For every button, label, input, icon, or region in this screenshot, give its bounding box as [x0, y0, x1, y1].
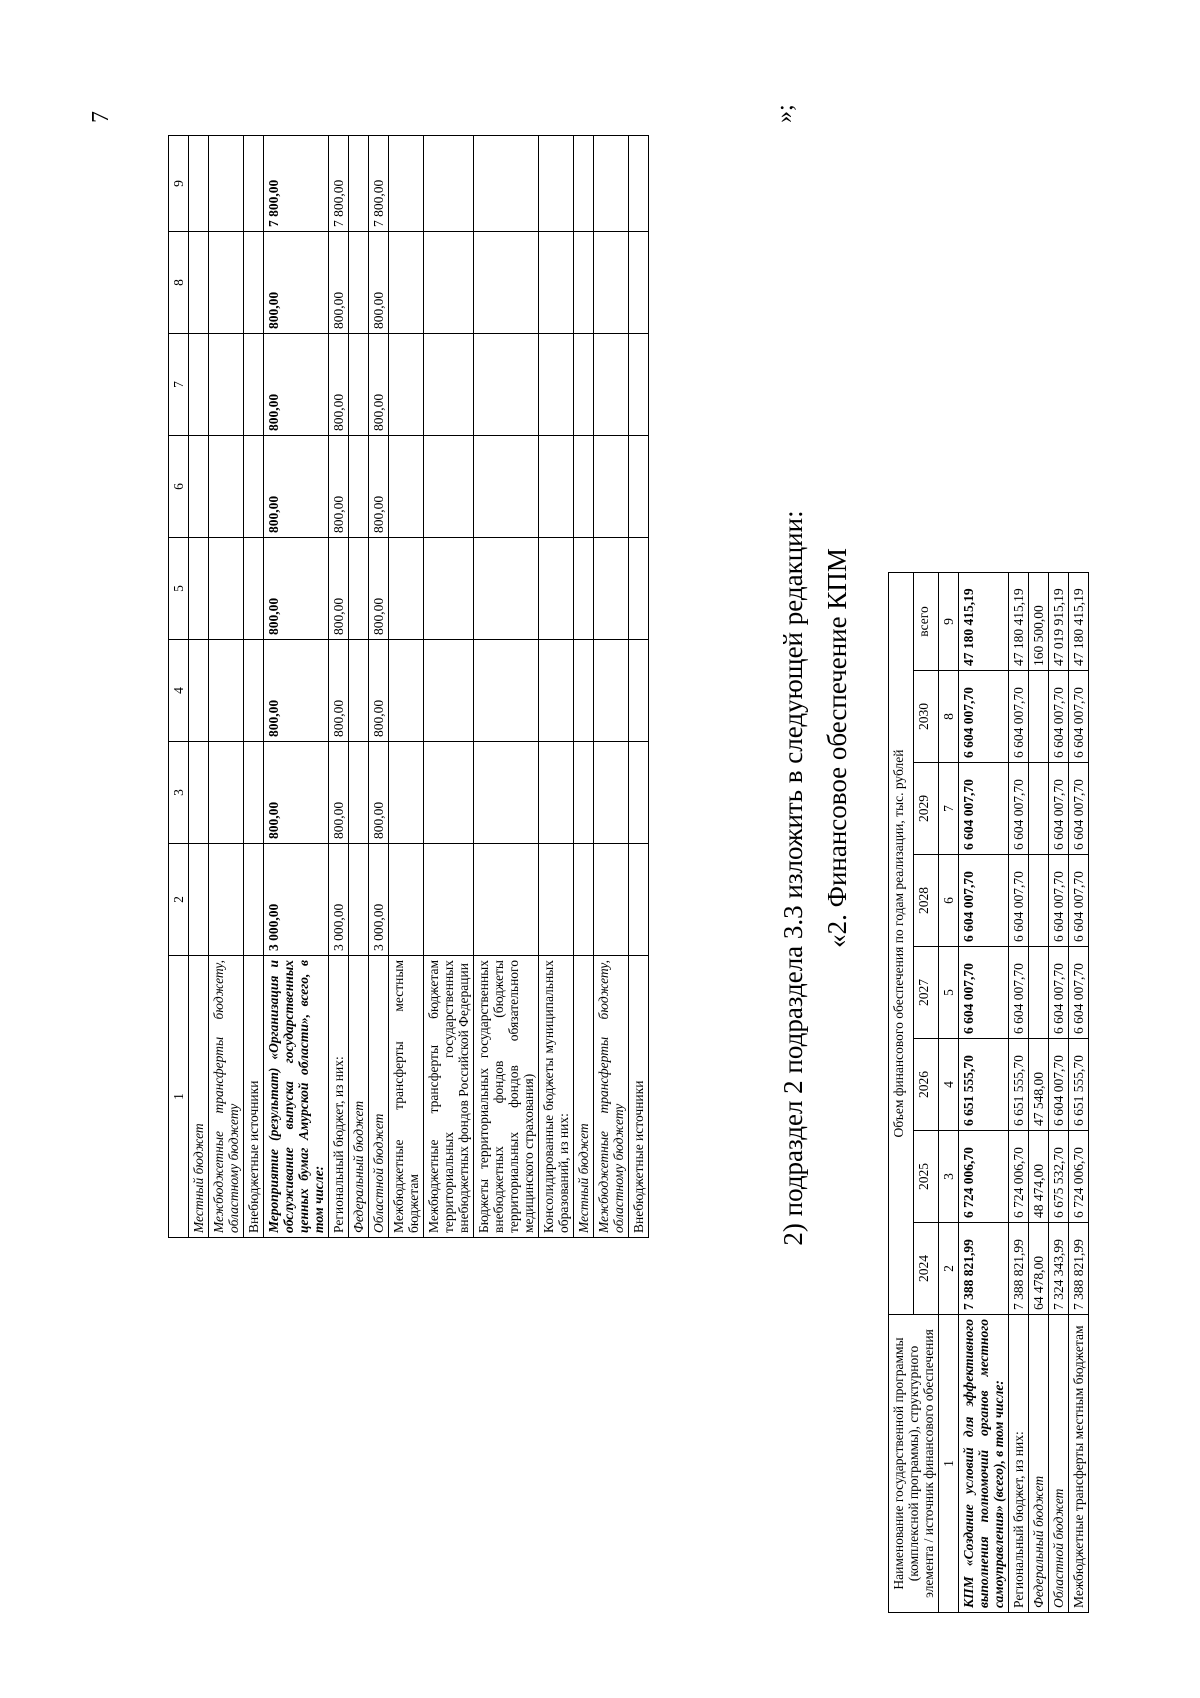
column-number: 4: [169, 640, 189, 742]
row-value: [424, 844, 474, 956]
row-value: 6 651 555,70: [1069, 1039, 1089, 1131]
column-number: 2: [939, 1223, 959, 1315]
row-value: [594, 436, 629, 538]
row-value: [474, 334, 539, 436]
row-value: 3 000,00: [369, 844, 389, 956]
column-number: 4: [939, 1039, 959, 1131]
table-header-row: [889, 572, 914, 1612]
row-value: 7 800,00: [369, 136, 389, 232]
col1-header: Наименование государственной программы (комплексной программы), структурного элемента / источник финансового обеспечения: [889, 1315, 939, 1613]
row-value: [574, 538, 594, 640]
row-value: 800,00: [369, 742, 389, 844]
row-value: 800,00: [264, 334, 329, 436]
row-value: [189, 640, 209, 742]
row-value: [209, 232, 244, 334]
row-value: [189, 232, 209, 334]
row-value: [349, 436, 369, 538]
table-row: [1069, 572, 1089, 1612]
row-value: 6 604 007,70: [1009, 855, 1029, 947]
row-value: [594, 742, 629, 844]
year-header: 2026: [914, 1039, 939, 1131]
row-value: [474, 538, 539, 640]
row-value: [244, 334, 264, 436]
column-number: 9: [169, 136, 189, 232]
table-row: [189, 136, 209, 1238]
table-row: [369, 136, 389, 1238]
row-value: [594, 232, 629, 334]
row-value: 800,00: [264, 436, 329, 538]
row-label: Внебюджетные источники: [629, 956, 649, 1238]
row-value: [594, 334, 629, 436]
row-value: 6 675 532,70: [1049, 1131, 1069, 1223]
column-number: 5: [169, 538, 189, 640]
row-value: 6 604 007,70: [1049, 855, 1069, 947]
row-value: [474, 136, 539, 232]
row-value: [574, 232, 594, 334]
row-label: Межбюджетные трансферты местным бюджетам: [1069, 1315, 1089, 1613]
row-value: 47 180 415,19: [1069, 572, 1089, 670]
row-label: Консолидированные бюджеты муниципальных образований, из них:: [539, 956, 574, 1238]
row-value: 6 651 555,70: [959, 1039, 1009, 1131]
row-value: [209, 538, 244, 640]
row-value: 6 604 007,70: [1049, 763, 1069, 855]
row-label: Межбюджетные трансферты бюджету, областному бюджету: [594, 956, 629, 1238]
row-label: Внебюджетные источники: [244, 956, 264, 1238]
column-number: 8: [169, 232, 189, 334]
row-value: [189, 538, 209, 640]
row-value: [539, 844, 574, 956]
row-label: Местный бюджет: [574, 956, 594, 1238]
row-value: 6 604 007,70: [959, 671, 1009, 763]
row-value: [209, 844, 244, 956]
row-value: 800,00: [369, 538, 389, 640]
row-value: [629, 844, 649, 956]
row-value: 800,00: [369, 640, 389, 742]
row-value: 6 724 006,70: [959, 1131, 1009, 1223]
row-value: 800,00: [329, 538, 349, 640]
row-label: Областной бюджет: [1049, 1315, 1069, 1613]
row-value: [1029, 763, 1049, 855]
row-value: [349, 742, 369, 844]
table-row: [349, 136, 369, 1238]
row-value: 800,00: [264, 640, 329, 742]
row-value: [209, 640, 244, 742]
column-number: 7: [169, 334, 189, 436]
row-label: Межбюджетные трансферты местным бюджетам: [389, 956, 424, 1238]
table-row: [629, 136, 649, 1238]
row-value: 6 604 007,70: [1069, 671, 1089, 763]
row-value: 800,00: [264, 742, 329, 844]
row-value: [474, 742, 539, 844]
row-value: 800,00: [329, 232, 349, 334]
row-label: Федеральный бюджет: [1029, 1315, 1049, 1613]
row-label: Федеральный бюджет: [349, 956, 369, 1238]
row-value: [594, 640, 629, 742]
row-value: 800,00: [329, 436, 349, 538]
row-label: Межбюджетные трансферты бюджетам территориальных государственных внебюджетных фондов Российской Федерации: [424, 956, 474, 1238]
year-header: 2030: [914, 671, 939, 763]
table-row: [329, 136, 349, 1238]
row-value: [349, 640, 369, 742]
row-value: [474, 640, 539, 742]
closing-mark: »;: [772, 104, 798, 123]
row-value: [424, 232, 474, 334]
row-value: 6 724 006,70: [1069, 1131, 1089, 1223]
row-value: [574, 640, 594, 742]
row-value: [349, 334, 369, 436]
amendment-instruction: 2) подраздел 2 подраздела 3.3 изложить в следующей редакции:: [778, 510, 808, 1246]
row-value: [424, 742, 474, 844]
row-label: Бюджеты территориальных государственных внебюджетных фондов (бюджеты территориальных фондов обязательного медицинского страхования): [474, 956, 539, 1238]
row-value: [594, 538, 629, 640]
table-row: [244, 136, 264, 1238]
table-row: [574, 136, 594, 1238]
row-value: [349, 136, 369, 232]
row-value: [539, 742, 574, 844]
row-value: 800,00: [369, 232, 389, 334]
row-value: [574, 742, 594, 844]
row-value: [189, 136, 209, 232]
row-value: [244, 640, 264, 742]
row-value: [244, 538, 264, 640]
row-value: 7 388 821,99: [1009, 1223, 1029, 1315]
table-row: [594, 136, 629, 1238]
column-number: 3: [169, 742, 189, 844]
row-value: [539, 436, 574, 538]
row-value: [1029, 671, 1049, 763]
row-label: Мероприятие (результат) «Организация и обслуживание выпуска государственных ценных бумаг Амурской области», всего, в том числе:: [264, 956, 329, 1238]
table-row: [424, 136, 474, 1238]
column-numbers-row: [939, 572, 959, 1612]
row-value: 47 180 415,19: [1009, 572, 1029, 670]
row-value: [424, 538, 474, 640]
row-value: 6 604 007,70: [1069, 947, 1089, 1039]
row-value: [539, 232, 574, 334]
row-value: [629, 640, 649, 742]
column-number: 6: [169, 436, 189, 538]
column-number: 3: [939, 1131, 959, 1223]
row-value: [389, 136, 424, 232]
page-number: 7: [88, 111, 114, 123]
table-row: [264, 136, 329, 1238]
row-label: Межбюджетные трансферты бюджету, областному бюджету: [209, 956, 244, 1238]
row-value: [244, 136, 264, 232]
row-value: [189, 742, 209, 844]
row-value: 47 180 415,19: [959, 572, 1009, 670]
row-value: [574, 334, 594, 436]
row-value: 6 604 007,70: [959, 855, 1009, 947]
row-value: 800,00: [329, 640, 349, 742]
row-value: [209, 742, 244, 844]
table-row: [389, 136, 424, 1238]
row-value: [189, 844, 209, 956]
row-value: [539, 640, 574, 742]
column-number: 5: [939, 947, 959, 1039]
row-value: [244, 742, 264, 844]
row-value: [629, 436, 649, 538]
table-row: [539, 136, 574, 1238]
table-header-row: [169, 136, 189, 1238]
row-value: [594, 136, 629, 232]
row-value: [244, 436, 264, 538]
column-number: 1: [939, 1315, 959, 1613]
row-value: [244, 844, 264, 956]
row-value: [349, 232, 369, 334]
row-value: [389, 640, 424, 742]
kpm-funding-table: [888, 572, 1089, 1613]
row-value: [349, 538, 369, 640]
row-value: [539, 334, 574, 436]
row-value: [1029, 855, 1049, 947]
year-header: всего: [914, 572, 939, 670]
column-number: 6: [939, 855, 959, 947]
row-value: 800,00: [369, 334, 389, 436]
year-header: 2025: [914, 1131, 939, 1223]
row-value: [574, 136, 594, 232]
row-value: [474, 436, 539, 538]
row-value: [629, 136, 649, 232]
table-row: [1049, 572, 1069, 1612]
row-value: 48 474,00: [1029, 1131, 1049, 1223]
row-value: 6 651 555,70: [1009, 1039, 1029, 1131]
row-value: 6 604 007,70: [1049, 1039, 1069, 1131]
row-label: Местный бюджет: [189, 956, 209, 1238]
row-value: 6 604 007,70: [1009, 947, 1029, 1039]
row-value: 7 388 821,99: [1069, 1223, 1089, 1315]
column-number: 1: [169, 956, 189, 1238]
row-value: [189, 334, 209, 436]
table-row: [209, 136, 244, 1238]
row-value: [574, 844, 594, 956]
year-header: 2024: [914, 1223, 939, 1315]
row-label: Региональный бюджет, из них:: [1009, 1315, 1029, 1613]
row-value: 3 000,00: [264, 844, 329, 956]
row-value: [389, 232, 424, 334]
row-value: 6 604 007,70: [959, 763, 1009, 855]
row-value: 6 604 007,70: [959, 947, 1009, 1039]
row-value: [629, 232, 649, 334]
table-row: [1009, 572, 1029, 1612]
row-value: 160 500,00: [1029, 572, 1049, 670]
funding-table-continued: [168, 135, 649, 1238]
row-value: [1029, 947, 1049, 1039]
year-header: 2028: [914, 855, 939, 947]
row-value: [424, 136, 474, 232]
column-number: 2: [169, 844, 189, 956]
row-value: [424, 640, 474, 742]
row-value: [349, 844, 369, 956]
row-value: 7 388 821,99: [959, 1223, 1009, 1315]
section-title: «2. Финансовое обеспечение КПМ: [822, 548, 852, 948]
row-value: [629, 742, 649, 844]
row-value: 47 548,00: [1029, 1039, 1049, 1131]
column-number: 7: [939, 763, 959, 855]
row-value: [594, 844, 629, 956]
row-label: Региональный бюджет, из них:: [329, 956, 349, 1238]
row-value: [424, 436, 474, 538]
row-value: 7 800,00: [264, 136, 329, 232]
row-value: [539, 538, 574, 640]
year-header: 2027: [914, 947, 939, 1039]
year-header: 2029: [914, 763, 939, 855]
row-value: [389, 844, 424, 956]
row-value: 3 000,00: [329, 844, 349, 956]
row-value: 6 604 007,70: [1009, 671, 1029, 763]
row-value: 6 604 007,70: [1069, 855, 1089, 947]
row-value: [474, 844, 539, 956]
row-value: 800,00: [369, 436, 389, 538]
row-value: [574, 436, 594, 538]
row-value: 47 019 915,19: [1049, 572, 1069, 670]
row-label: Областной бюджет: [369, 956, 389, 1238]
row-value: [209, 136, 244, 232]
row-value: [629, 538, 649, 640]
row-value: 7 800,00: [329, 136, 349, 232]
row-value: 6 604 007,70: [1049, 947, 1069, 1039]
row-value: 800,00: [329, 742, 349, 844]
row-value: 6 604 007,70: [1049, 671, 1069, 763]
row-value: [389, 538, 424, 640]
row-value: [389, 742, 424, 844]
row-value: [189, 436, 209, 538]
row-value: [209, 334, 244, 436]
row-label: КПМ «Создание условий для эффективного выполнения полномочий органов местного самоуправления» (всего), в том числе:: [959, 1315, 1009, 1613]
row-value: 800,00: [264, 538, 329, 640]
table-row: [1029, 572, 1049, 1612]
table-row: [959, 572, 1009, 1612]
row-value: [244, 232, 264, 334]
row-value: 6 604 007,70: [1069, 763, 1089, 855]
row-value: [629, 334, 649, 436]
row-value: [389, 436, 424, 538]
row-value: [474, 232, 539, 334]
column-number: 8: [939, 671, 959, 763]
row-value: 800,00: [264, 232, 329, 334]
row-value: [539, 136, 574, 232]
row-value: [209, 436, 244, 538]
row-value: [389, 334, 424, 436]
table-row: [474, 136, 539, 1238]
group-header: Объем финансового обеспечения по годам реализации, тыс. рублей: [889, 572, 914, 1314]
row-value: [424, 334, 474, 436]
row-value: 6 724 006,70: [1009, 1131, 1029, 1223]
row-value: 6 604 007,70: [1009, 763, 1029, 855]
row-value: 7 324 343,99: [1049, 1223, 1069, 1315]
column-number: 9: [939, 572, 959, 670]
row-value: 800,00: [329, 334, 349, 436]
row-value: 64 478,00: [1029, 1223, 1049, 1315]
